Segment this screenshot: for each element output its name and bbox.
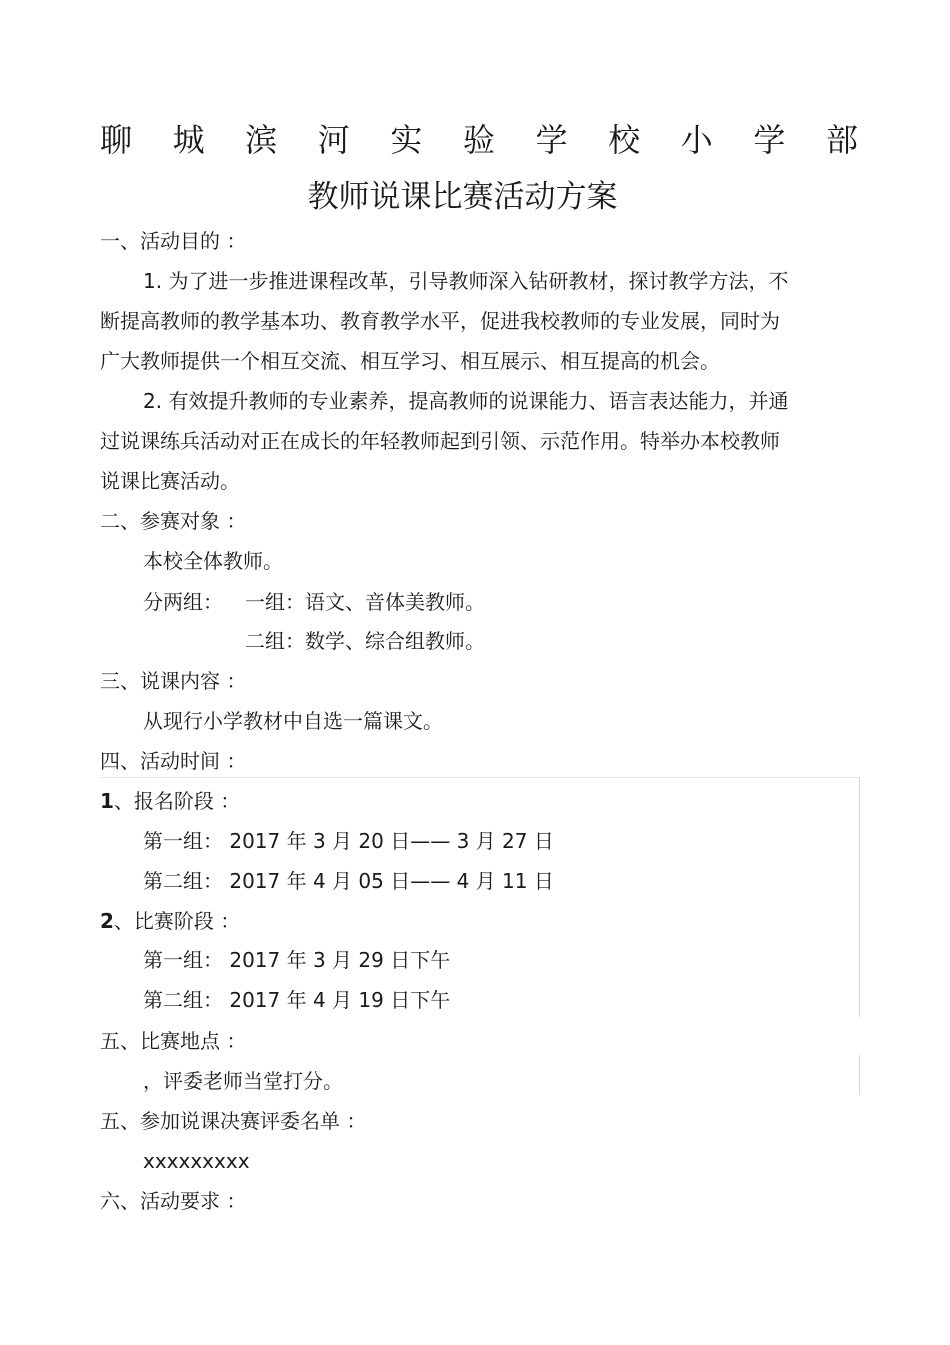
section-5-heading: 五、比赛地点 ： <box>100 1029 247 1053</box>
stage-1-group-1: 第一组： 2017 年 3 月 20 日—— 3 月 27 日 <box>143 829 554 853</box>
title-char: 河 <box>317 121 350 159</box>
section-2-group-2: 二组：数学、综合组教师。 <box>245 629 485 653</box>
section-6-heading: 六、活动要求 ： <box>100 1189 247 1213</box>
stage-2-label: 、比赛阶段 ： <box>113 909 241 933</box>
stage-1-group-2: 第二组： 2017 年 4 月 05 日—— 4 月 11 日 <box>143 869 554 893</box>
stage-2-number: 2 <box>100 909 114 933</box>
faint-rule <box>100 777 860 778</box>
section-5b-content: xxxxxxxxx <box>143 1149 250 1173</box>
stage-1-label: 、报名阶段 ： <box>113 789 241 813</box>
title-char: 验 <box>462 121 495 159</box>
title-char: 聊 <box>100 121 133 159</box>
title-char: 城 <box>172 121 205 159</box>
stage-1-number: 1 <box>100 789 114 813</box>
stage-1-heading <box>100 787 240 815</box>
title-char: 实 <box>390 121 423 159</box>
faint-border <box>859 777 860 1017</box>
section-3-content: 从现行小学教材中自选一篇课文。 <box>143 709 443 733</box>
section-1-para-2-line-1: 2. 有效提升教师的专业素养，提高教师的说课能力、语言表达能力，并通 <box>143 389 789 413</box>
title-char: 学 <box>753 121 786 159</box>
stage-2-heading <box>100 907 240 935</box>
section-2-group-1: 一组：语文、音体美教师。 <box>245 590 485 614</box>
section-1-para-2-line-2: 过说课练兵活动对正在成长的年轻教师起到引领、示范作用。特举办本校教师 <box>100 429 780 453</box>
section-1-para-1-line-2: 断提高教师的教学基本功、教育教学水平，促进我校教师的专业发展，同时为 <box>100 309 780 333</box>
faint-border <box>859 1055 860 1095</box>
title-char: 滨 <box>245 121 278 159</box>
section-1-heading: 一、活动目的 ： <box>100 229 247 253</box>
section-1-para-1-line-3: 广大教师提供一个相互交流、相互学习、相互展示、相互提高的机会。 <box>100 349 720 373</box>
section-2-groups-label: 分两组： <box>143 590 223 614</box>
title-char: 小 <box>680 121 713 159</box>
title-char: 校 <box>608 121 641 159</box>
stage-2-group-2: 第二组： 2017 年 4 月 19 日下午 <box>143 988 451 1012</box>
section-2-heading: 二、参赛对象 ： <box>100 509 247 533</box>
section-4-heading: 四、活动时间 ： <box>100 749 247 773</box>
stage-2-group-1: 第一组： 2017 年 3 月 29 日下午 <box>143 948 451 972</box>
section-1-para-1-line-1: 1. 为了进一步推进课程改革，引导教师深入钻研教材，探讨教学方法，不 <box>143 269 789 293</box>
section-2-all: 本校全体教师。 <box>143 549 283 573</box>
section-5b-heading: 五、参加说课决赛评委名单 ： <box>100 1109 367 1133</box>
title-char: 学 <box>535 121 568 159</box>
section-1-para-2-line-3: 说课比赛活动。 <box>100 469 240 493</box>
section-3-heading: 三、说课内容 ： <box>100 669 247 693</box>
title-line-2: 教师说课比赛活动方案 <box>307 179 618 215</box>
title-line-1 <box>100 118 858 162</box>
section-5-content: ，评委老师当堂打分。 <box>143 1069 343 1093</box>
title-char: 部 <box>825 121 858 159</box>
